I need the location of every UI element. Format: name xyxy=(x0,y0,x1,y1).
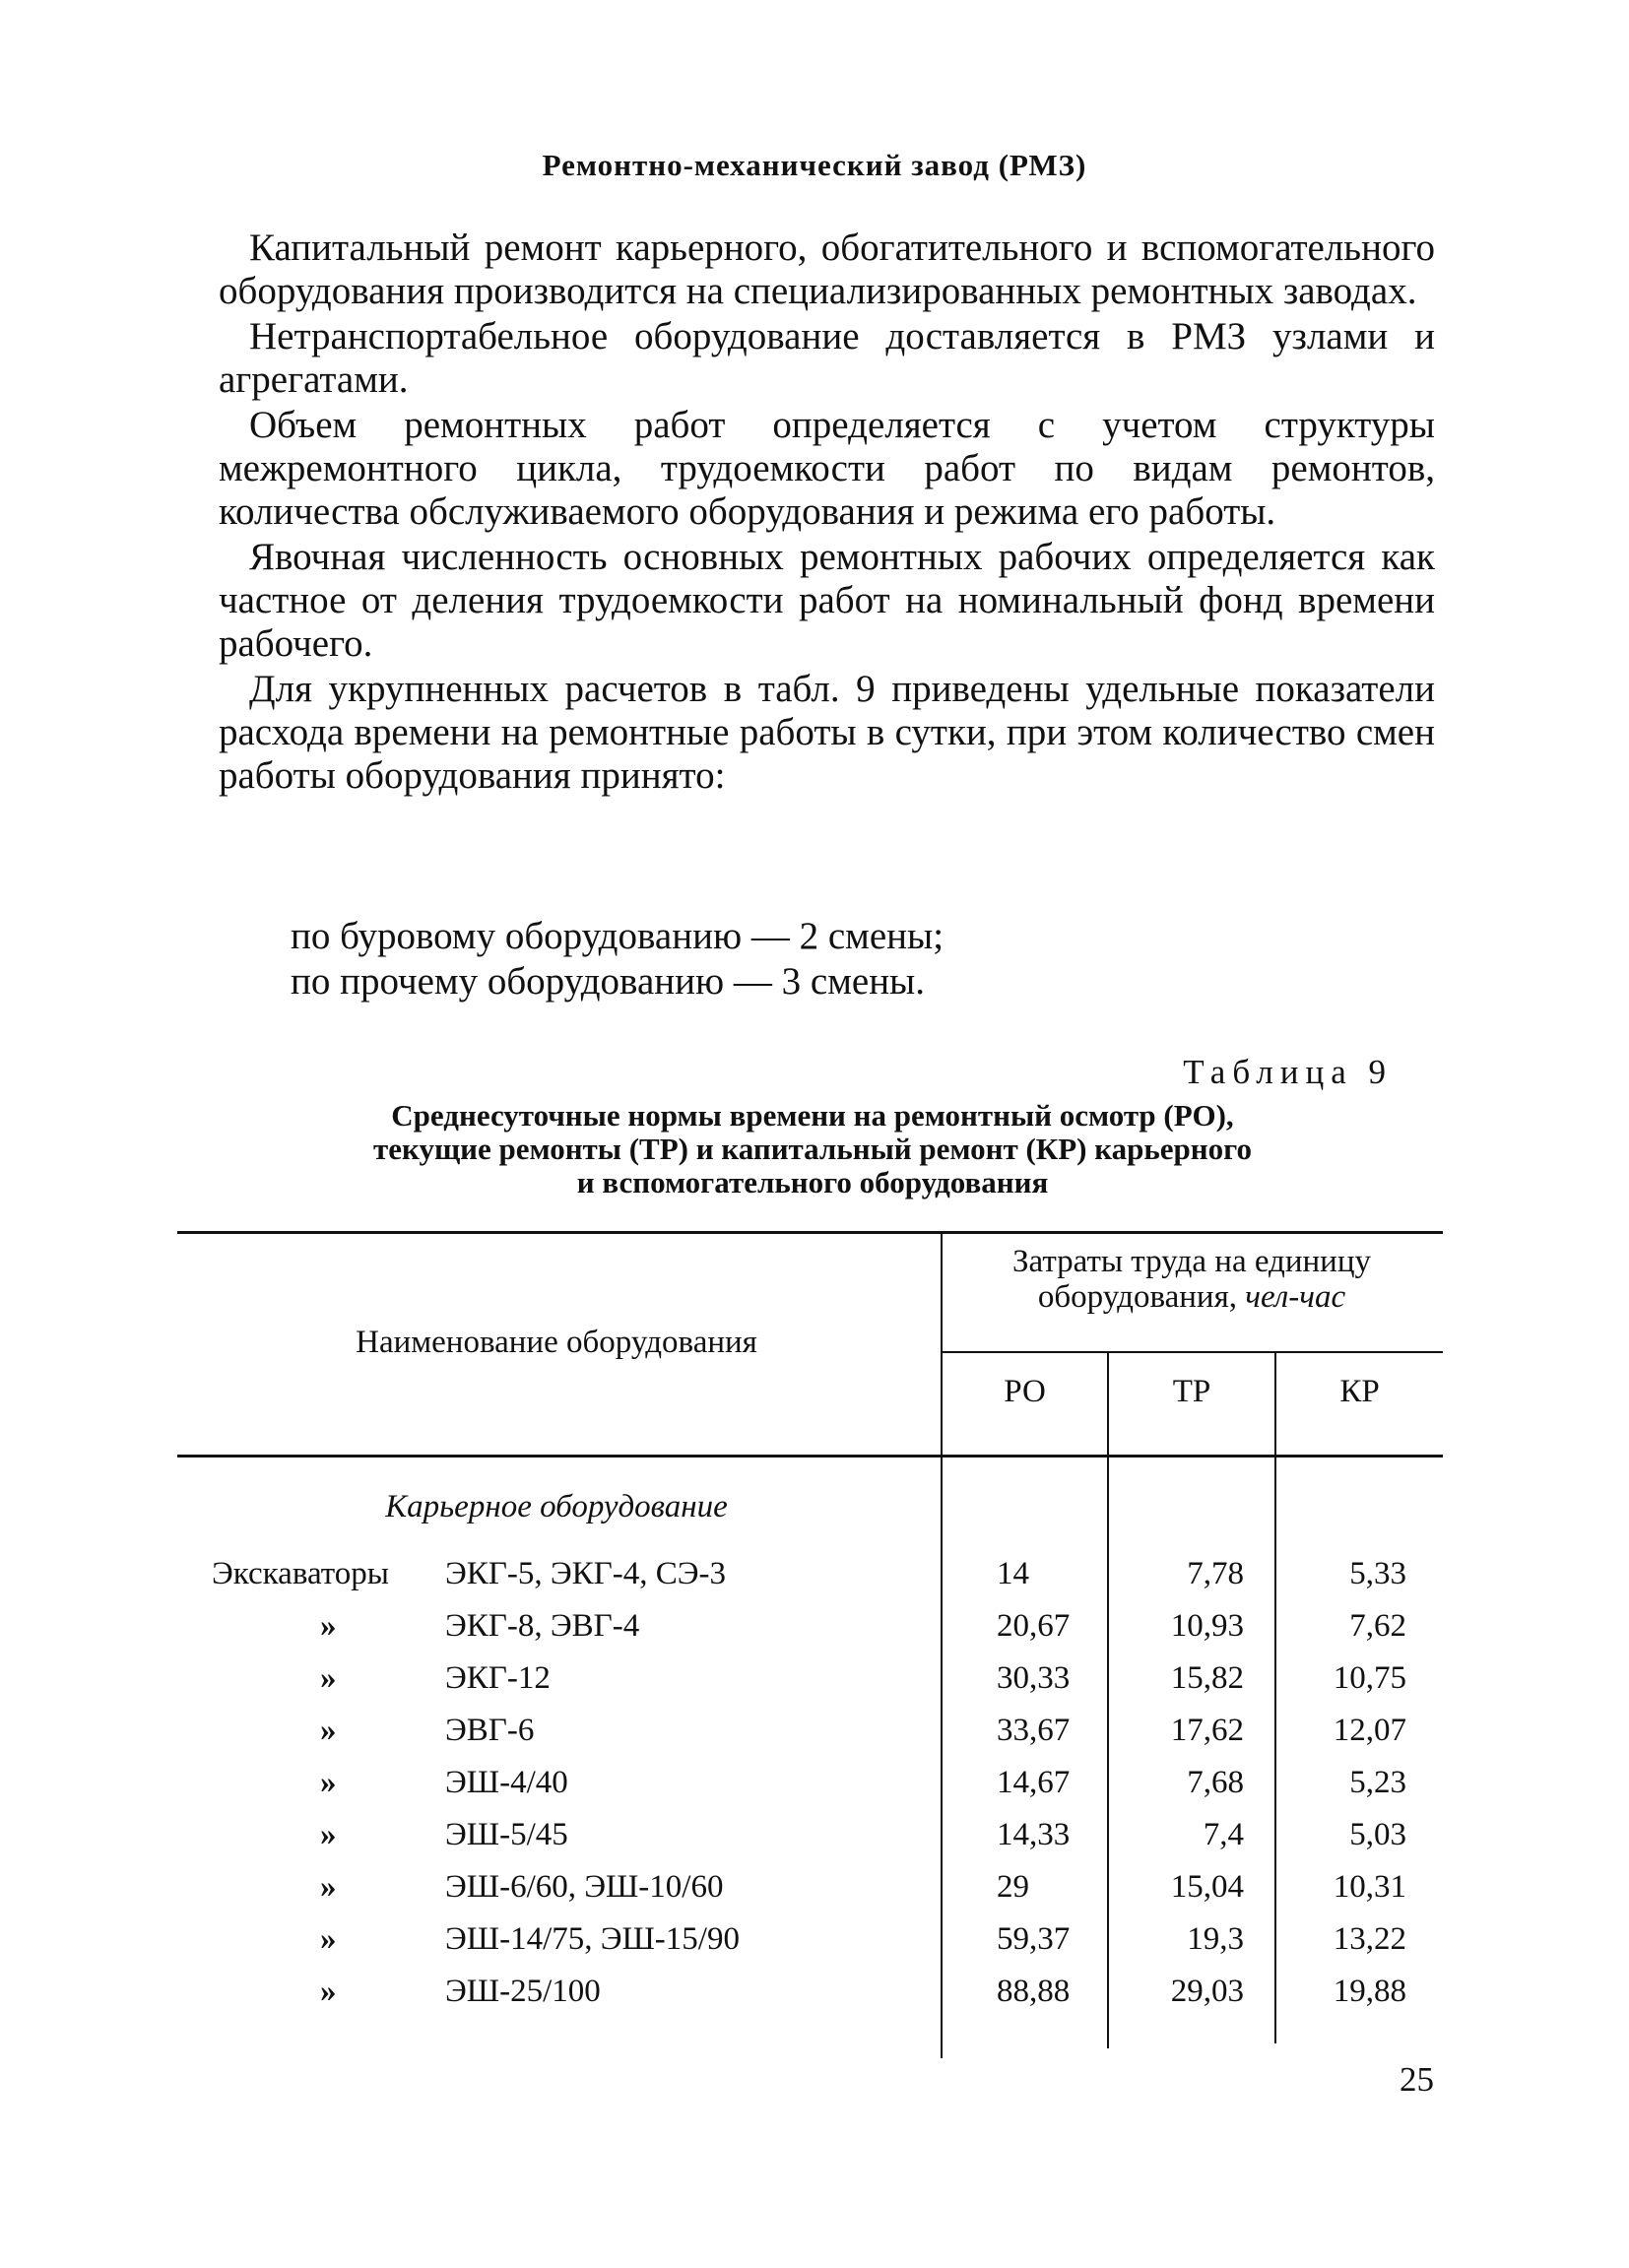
paragraph: Явочная численность основных ремонтных рабочих определяется как частное от деления трудоемкости работ на номинальный фонд времени рабочего. xyxy=(219,536,1435,665)
table-row xyxy=(0,1974,1629,2025)
paragraph: Объем ремонтных работ определяется с учетом структуры межремонтного цикла, трудоемкости работ по видам ремонтов, количества обслуживаемого оборудования и режима его работы. xyxy=(219,404,1435,533)
value-tr: 15,04 xyxy=(1170,1869,1244,1905)
ditto-mark: » xyxy=(320,1713,337,1748)
paragraph: Нетранспортабельное оборудование доставляется в РМЗ узлами и агрегатами. xyxy=(219,315,1435,401)
paragraph: Для укрупненных расчетов в табл. 9 приведены удельные показатели расхода времени на ремонтные работы в сутки, при этом количество смен работы оборудования принято: xyxy=(219,668,1435,797)
table-row xyxy=(0,1608,1629,1659)
value-tr: 7,78 xyxy=(1187,1556,1244,1591)
equipment-model: ЭШ-14/75, ЭШ-15/90 xyxy=(445,1921,740,1957)
table-row xyxy=(0,1765,1629,1816)
ditto-mark: » xyxy=(320,1608,337,1644)
equipment-model: ЭКГ-8, ЭВГ-4 xyxy=(445,1608,640,1644)
value-tr: 15,82 xyxy=(1170,1660,1244,1696)
caption-line: и вспомогательного оборудования xyxy=(576,1165,1049,1199)
caption-line: Среднесуточные нормы времени на ремонтный осмотр (РО), xyxy=(391,1098,1234,1133)
value-ro: 33,67 xyxy=(997,1713,1071,1748)
header-labor-costs xyxy=(941,1244,1443,1315)
value-ro: 20,67 xyxy=(997,1608,1071,1644)
value-ro: 30,33 xyxy=(997,1660,1071,1696)
value-tr: 29,03 xyxy=(1170,1974,1244,2009)
equipment-model: ЭШ-6/60, ЭШ-10/60 xyxy=(445,1869,724,1905)
value-kr: 10,31 xyxy=(1333,1869,1406,1905)
body-text xyxy=(219,227,1435,798)
header-group-line: Затраты труда на единицу xyxy=(1012,1244,1371,1279)
value-ro: 14,33 xyxy=(997,1817,1071,1852)
equipment-model: ЭКГ-12 xyxy=(445,1660,551,1696)
list-item: по прочему оборудованию — 3 смены. xyxy=(291,960,926,1003)
value-kr: 5,33 xyxy=(1349,1556,1406,1591)
header-group-rule xyxy=(941,1351,1443,1353)
header-unit: чел-час xyxy=(1245,1279,1346,1315)
equipment-type: Экскаваторы xyxy=(212,1556,389,1591)
ditto-mark: » xyxy=(320,1660,337,1696)
value-kr: 12,07 xyxy=(1333,1713,1406,1748)
page-number: 25 xyxy=(1400,2060,1434,2099)
value-tr: 19,3 xyxy=(1187,1921,1244,1957)
header-col-ro: РО xyxy=(1004,1374,1046,1409)
paragraph: Капитальный ремонт карьерного, обогатительного и вспомогательного оборудования производится на специализированных ремонтных заводах. xyxy=(219,227,1435,312)
table-caption xyxy=(177,1099,1448,1199)
category-heading: Карьерное оборудование xyxy=(385,1489,728,1524)
ditto-mark: » xyxy=(320,1869,337,1905)
table-top-rule xyxy=(177,1231,1443,1234)
equipment-model: ЭШ-5/45 xyxy=(445,1817,568,1852)
table-row xyxy=(0,1817,1629,1868)
header-equipment-name: Наименование оборудования xyxy=(356,1325,757,1360)
value-ro: 29 xyxy=(997,1869,1029,1905)
header-bottom-rule xyxy=(177,1455,1443,1458)
value-kr: 10,75 xyxy=(1333,1660,1406,1696)
ditto-mark: » xyxy=(320,1817,337,1852)
value-kr: 19,88 xyxy=(1333,1974,1406,2009)
header-col-kr: КР xyxy=(1339,1374,1380,1409)
header-group-line xyxy=(941,1279,1443,1315)
caption-line: текущие ремонты (ТР) и капитальный ремонт (КР) карьерного xyxy=(373,1132,1252,1166)
table-label: Таблица 9 xyxy=(1183,1053,1393,1091)
ditto-mark: » xyxy=(320,1765,337,1800)
value-ro: 59,37 xyxy=(997,1921,1071,1957)
table-row xyxy=(0,1869,1629,1920)
equipment-model: ЭКГ-5, ЭКГ-4, СЭ-3 xyxy=(445,1556,727,1591)
value-tr: 10,93 xyxy=(1170,1608,1244,1644)
table-row xyxy=(0,1713,1629,1764)
value-ro: 14 xyxy=(997,1556,1029,1591)
ditto-mark: » xyxy=(320,1921,337,1957)
value-ro: 88,88 xyxy=(997,1974,1071,2009)
header-group-text: оборудования, xyxy=(1037,1279,1237,1315)
section-title: Ремонтно-механический завод (РМЗ) xyxy=(542,148,1087,182)
value-tr: 17,62 xyxy=(1170,1713,1244,1748)
table-row xyxy=(0,1556,1629,1607)
shift-list xyxy=(291,914,944,1004)
table-row xyxy=(0,1660,1629,1712)
value-tr: 7,4 xyxy=(1203,1817,1244,1852)
list-item: по буровому оборудованию — 2 смены; xyxy=(291,915,945,957)
value-tr: 7,68 xyxy=(1187,1765,1244,1800)
equipment-model: ЭВГ-6 xyxy=(445,1713,535,1748)
value-kr: 7,62 xyxy=(1349,1608,1406,1644)
value-kr: 5,23 xyxy=(1349,1765,1406,1800)
equipment-model: ЭШ-25/100 xyxy=(445,1974,601,2009)
value-kr: 5,03 xyxy=(1349,1817,1406,1852)
table-row xyxy=(0,1921,1629,1973)
value-ro: 14,67 xyxy=(997,1765,1071,1800)
value-kr: 13,22 xyxy=(1333,1921,1406,1957)
header-col-tr: ТР xyxy=(1172,1374,1211,1409)
ditto-mark: » xyxy=(320,1974,337,2009)
equipment-model: ЭШ-4/40 xyxy=(445,1765,568,1800)
